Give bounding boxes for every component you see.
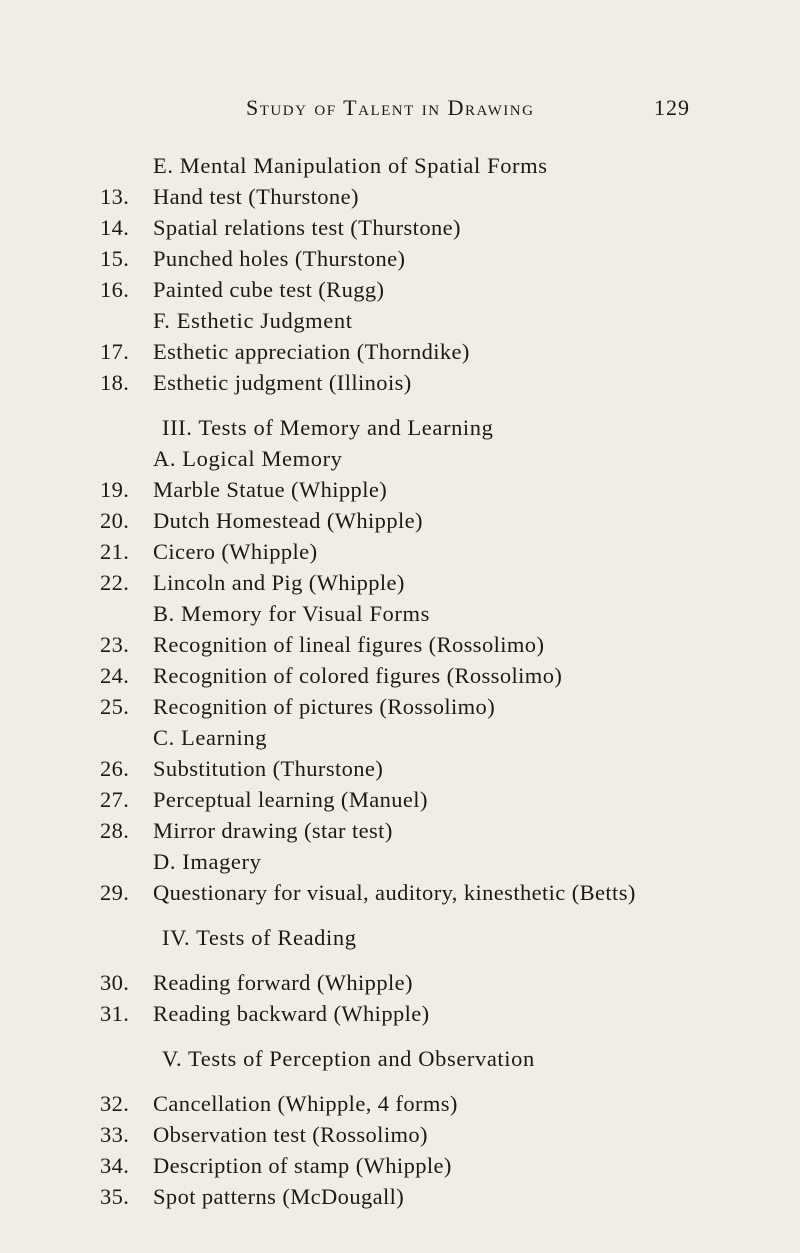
item-number: 20. bbox=[100, 508, 130, 533]
item-text: Painted cube test (Rugg) bbox=[153, 277, 385, 302]
item-text: Cicero (Whipple) bbox=[153, 539, 318, 564]
section-heading bbox=[0, 443, 800, 474]
item-number: 25. bbox=[100, 694, 130, 719]
section-heading bbox=[0, 150, 800, 181]
page-number: 129 bbox=[654, 95, 690, 120]
item-text: Marble Statue (Whipple) bbox=[153, 477, 388, 502]
major-heading-text: III. Tests of Memory and Learning bbox=[162, 415, 494, 440]
list-item bbox=[0, 877, 800, 908]
item-text: Mirror drawing (star test) bbox=[153, 818, 393, 843]
item-text: Observation test (Rossolimo) bbox=[153, 1122, 428, 1147]
list-item bbox=[0, 967, 800, 998]
item-number: 14. bbox=[100, 215, 130, 240]
item-text: Punched holes (Thurstone) bbox=[153, 246, 406, 271]
item-text: Esthetic appreciation (Thorndike) bbox=[153, 339, 470, 364]
section-heading-text: B. Memory for Visual Forms bbox=[153, 601, 430, 626]
major-heading-text: V. Tests of Perception and Observation bbox=[162, 1046, 535, 1071]
list-item bbox=[0, 1088, 800, 1119]
item-text: Recognition of colored figures (Rossolimo) bbox=[153, 663, 563, 688]
item-number: 34. bbox=[100, 1153, 130, 1178]
list-item bbox=[0, 336, 800, 367]
section-heading bbox=[0, 722, 800, 753]
item-number: 29. bbox=[100, 880, 130, 905]
list-item bbox=[0, 243, 800, 274]
list-item bbox=[0, 1119, 800, 1150]
major-heading-text: IV. Tests of Reading bbox=[162, 925, 357, 950]
item-number: 23. bbox=[100, 632, 130, 657]
list-item bbox=[0, 274, 800, 305]
test-list bbox=[0, 150, 800, 1212]
item-text: Reading backward (Whipple) bbox=[153, 1001, 430, 1026]
item-number: 32. bbox=[100, 1091, 130, 1116]
major-heading bbox=[0, 1043, 800, 1074]
item-text: Description of stamp (Whipple) bbox=[153, 1153, 452, 1178]
list-item bbox=[0, 536, 800, 567]
item-number: 15. bbox=[100, 246, 130, 271]
list-item bbox=[0, 691, 800, 722]
section-heading-text: D. Imagery bbox=[153, 849, 262, 874]
item-number: 21. bbox=[100, 539, 130, 564]
item-text: Reading forward (Whipple) bbox=[153, 970, 413, 995]
item-text: Recognition of pictures (Rossolimo) bbox=[153, 694, 496, 719]
list-item bbox=[0, 181, 800, 212]
list-item bbox=[0, 753, 800, 784]
list-item bbox=[0, 1150, 800, 1181]
section-heading-text: F. Esthetic Judgment bbox=[153, 308, 353, 333]
list-item bbox=[0, 212, 800, 243]
item-number: 33. bbox=[100, 1122, 130, 1147]
section-heading-text: A. Logical Memory bbox=[153, 446, 343, 471]
section-heading bbox=[0, 305, 800, 336]
item-number: 18. bbox=[100, 370, 130, 395]
item-number: 16. bbox=[100, 277, 130, 302]
item-number: 27. bbox=[100, 787, 130, 812]
item-number: 26. bbox=[100, 756, 130, 781]
major-heading bbox=[0, 922, 800, 953]
item-text: Questionary for visual, auditory, kinesthetic (Betts) bbox=[153, 880, 636, 905]
list-item bbox=[0, 660, 800, 691]
item-text: Substitution (Thurstone) bbox=[153, 756, 384, 781]
item-number: 24. bbox=[100, 663, 130, 688]
item-text: Dutch Homestead (Whipple) bbox=[153, 508, 423, 533]
list-item bbox=[0, 815, 800, 846]
item-number: 13. bbox=[100, 184, 130, 209]
section-heading bbox=[0, 846, 800, 877]
list-item bbox=[0, 998, 800, 1029]
item-number: 22. bbox=[100, 570, 130, 595]
list-item bbox=[0, 784, 800, 815]
list-item bbox=[0, 1181, 800, 1212]
item-text: Cancellation (Whipple, 4 forms) bbox=[153, 1091, 458, 1116]
spacer bbox=[0, 953, 800, 967]
item-text: Perceptual learning (Manuel) bbox=[153, 787, 428, 812]
section-heading-text: C. Learning bbox=[153, 725, 268, 750]
item-number: 19. bbox=[100, 477, 130, 502]
list-item bbox=[0, 567, 800, 598]
item-text: Lincoln and Pig (Whipple) bbox=[153, 570, 405, 595]
item-text: Recognition of lineal figures (Rossolimo) bbox=[153, 632, 545, 657]
list-item bbox=[0, 629, 800, 660]
running-title: Study of Talent in Drawing bbox=[246, 95, 535, 120]
list-item bbox=[0, 505, 800, 536]
item-text: Hand test (Thurstone) bbox=[153, 184, 359, 209]
item-number: 17. bbox=[100, 339, 130, 364]
item-text: Spot patterns (McDougall) bbox=[153, 1184, 405, 1209]
list-item bbox=[0, 367, 800, 398]
item-number: 31. bbox=[100, 1001, 130, 1026]
list-item bbox=[0, 474, 800, 505]
item-number: 30. bbox=[100, 970, 130, 995]
spacer bbox=[0, 1074, 800, 1088]
section-heading bbox=[0, 598, 800, 629]
item-text: Spatial relations test (Thurstone) bbox=[153, 215, 461, 240]
item-text: Esthetic judgment (Illinois) bbox=[153, 370, 412, 395]
major-heading bbox=[0, 412, 800, 443]
item-number: 35. bbox=[100, 1184, 130, 1209]
item-number: 28. bbox=[100, 818, 130, 843]
section-heading-text: E. Mental Manipulation of Spatial Forms bbox=[153, 153, 548, 178]
